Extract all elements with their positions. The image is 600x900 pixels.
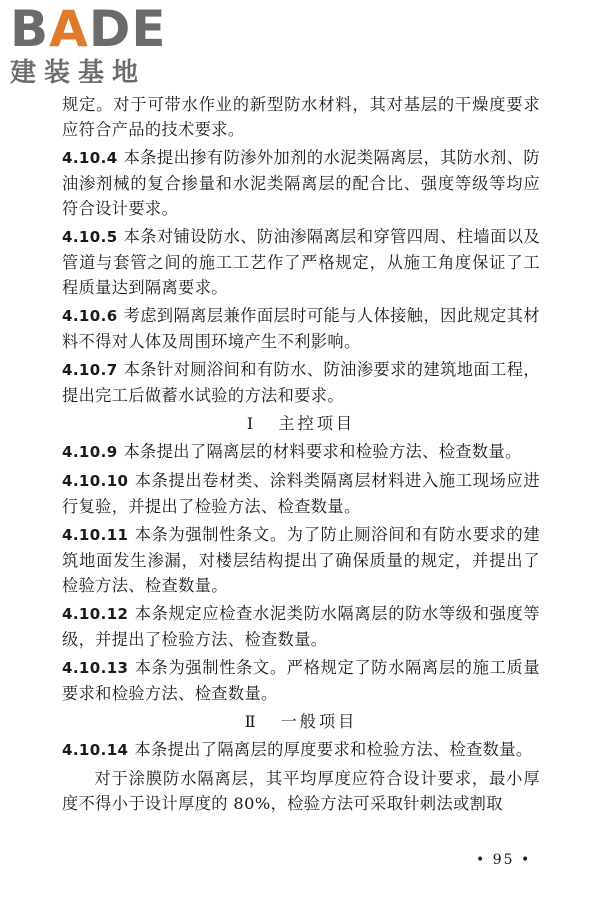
clause-4-10-14 bbox=[62, 737, 540, 763]
paragraph: 规定。对于可带水作业的新型防水材料，其对基层的干燥度要求应符合产品的技术要求。 bbox=[62, 95, 540, 139]
clause-number: 4.10.11 bbox=[62, 526, 129, 544]
clause-4-10-5 bbox=[62, 224, 540, 300]
clause-text: 本条提出了隔离层的厚度要求和检验方法、检查数量。 bbox=[134, 740, 533, 759]
logo-subtitle: 建装基地 bbox=[10, 58, 147, 88]
clause-4-10-7 bbox=[62, 357, 540, 408]
clause-4-10-12 bbox=[62, 601, 540, 652]
bade-logo bbox=[10, 0, 175, 90]
clause-number: 4.10.5 bbox=[62, 228, 118, 246]
clause-number: 4.10.14 bbox=[62, 741, 129, 759]
clause-4-10-6 bbox=[62, 303, 540, 354]
clause-4-10-10 bbox=[62, 468, 540, 519]
clause-text: 考虑到隔离层兼作面层时可能与人体接触，因此规定其材料不得对人体及周围环境产生不利影响。 bbox=[62, 306, 540, 351]
section-heading-general: Ⅱ 一般项目 bbox=[244, 712, 358, 731]
clause-number: 4.10.4 bbox=[62, 149, 118, 167]
logo-wordmark: BADE bbox=[10, 0, 167, 58]
clause-4-10-9 bbox=[62, 439, 540, 465]
clause-number: 4.10.6 bbox=[62, 307, 118, 325]
clause-number: 4.10.13 bbox=[62, 659, 129, 677]
clause-text: 本条对铺设防水、防油渗隔离层和穿管四周、柱墙面以及管道与套管之间的施工工艺作了严格规定，从施工角度保证了工程质量达到隔离要求。 bbox=[62, 227, 540, 297]
clause-number: 4.10.7 bbox=[62, 361, 118, 379]
clause-number: 4.10.10 bbox=[62, 472, 129, 490]
clause-text: 本条为强制性条文。为了防止厕浴间和有防水要求的建筑地面发生渗漏，对楼层结构提出了确保质量的规定，并提出了检验方法、检查数量。 bbox=[62, 525, 540, 595]
clause-text: 本条规定应检查水泥类防水隔离层的防水等级和强度等级，并提出了检验方法、检查数量。 bbox=[62, 604, 540, 649]
clause-text: 本条提出掺有防渗外加剂的水泥类隔离层，其防水剂、防油渗剂械的复合掺量和水泥类隔离层的配合比、强度等级等均应符合设计要求。 bbox=[62, 148, 540, 218]
page-number: • 95 • bbox=[476, 852, 532, 868]
clause-4-10-11 bbox=[62, 522, 540, 598]
clause-text: 本条提出卷材类、涂料类隔离层材料进入施工现场应进行复验，并提出了检验方法、检查数量。 bbox=[62, 471, 540, 516]
clause-text: 本条针对厕浴间和有防水、防油渗要求的建筑地面工程，提出完工后做蓄水试验的方法和要求。 bbox=[62, 360, 540, 405]
document-body bbox=[62, 92, 540, 819]
clause-4-10-4 bbox=[62, 145, 540, 221]
final-paragraph: 对于涂膜防水隔离层，其平均厚度应符合设计要求，最小厚度不得小于设计厚度的 80%，检验方法可采取针刺法或割取 bbox=[62, 769, 540, 813]
clause-text: 本条为强制性条文。严格规定了防水隔离层的施工质量要求和检验方法、检查数量。 bbox=[62, 658, 540, 703]
clause-number: 4.10.12 bbox=[62, 605, 129, 623]
clause-4-10-13 bbox=[62, 655, 540, 706]
clause-text: 本条提出了隔离层的材料要求和检验方法、检查数量。 bbox=[123, 442, 522, 461]
clause-number: 4.10.9 bbox=[62, 443, 118, 461]
section-heading-main-control: Ⅰ 主控项目 bbox=[246, 414, 356, 433]
